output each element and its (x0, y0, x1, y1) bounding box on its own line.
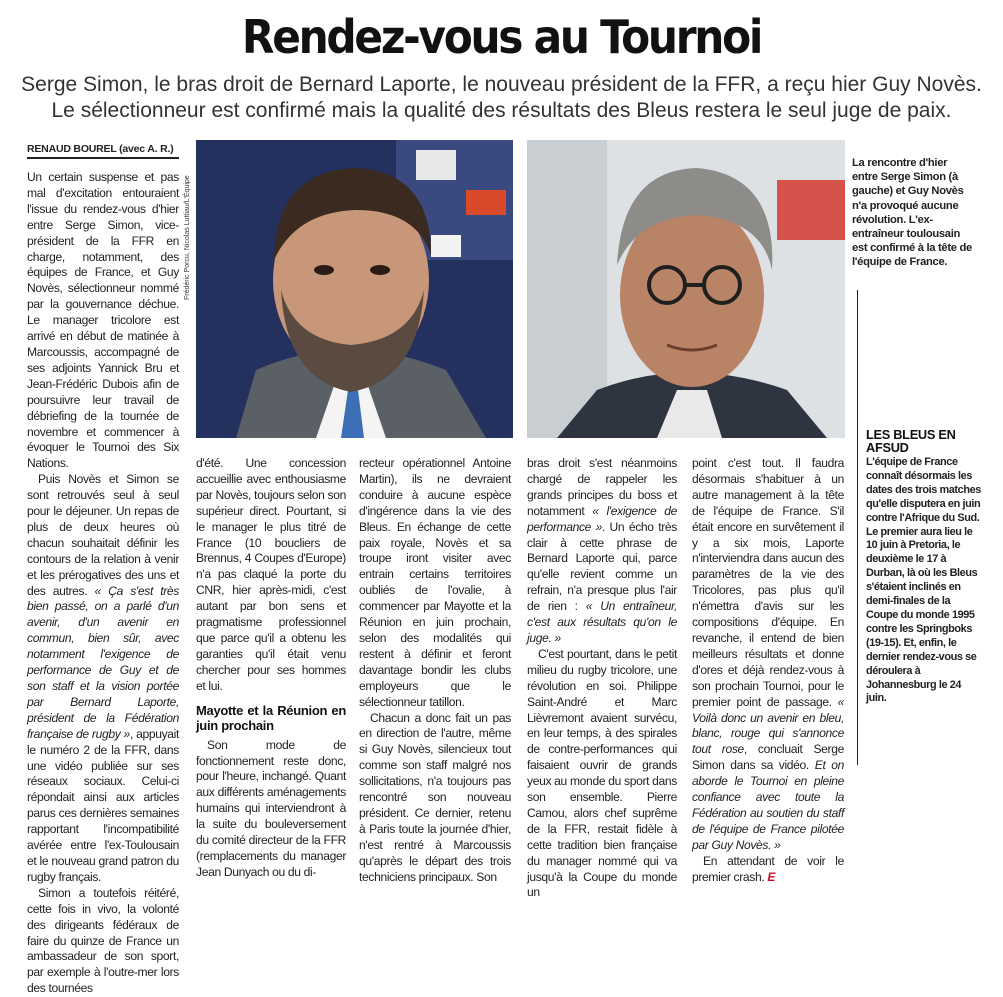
column-5 (692, 456, 844, 885)
col3-paragraph-2: Chacun a donc fait un pas en direction de l'autre, même si Guy Novès, silencieux tout comme son staff malgré nos sollicitations, n'a toujours pas rencontré son nouveau président. Ce dernier, retenu à Paris toute la journée d'hier, n'est rentré à Marcoussis qu'après le départ des trois techniciens principaux. Son (359, 710, 511, 884)
col4-p1-quote-2: « Un entraîneur, c'est aux résultats qu'on le juge. » (527, 599, 677, 645)
sidebar-title: LES BLEUS EN AFSUD (866, 427, 956, 455)
section-subhead: Mayotte et la Réunion en juin prochain (196, 702, 346, 733)
serge-simon-portrait-icon (196, 140, 513, 438)
col1-paragraph-1: Un certain suspense et pas mal d'excitation entouraient l'issue du rendez-vous d'hier entre Serge Simon, vice-président de la FFR en charge, notamment, des équipes de France, et Guy Novès, sélectionneur nommé par la gouvernance déchue. Le manager tricolore est arrivé en début de matinée à Marcoussis, accompagné de ses adjoints Yannick Bru et Jean-Frédéric Dubois afin de poursuivre leur travail de débriefing de la tournée de novembre et commencer à évoquer le Tournoi des Six Nations. (27, 170, 179, 471)
col3-paragraph-1: recteur opérationnel Antoine Martin), ils ne devraient conduire à aucune espèce d'ingérence dans la vie des Bleus. En échange de cette paix royale, Novès et sa troupe iront visiter avec entrain certains territoires oubliés de l'ovalie, à commencer par Mayotte et la Réunion en juin prochain, selon des modalités qui restent à définir et feront davantage bondir les clubs employeurs que le sélectionneur tatillon. (359, 456, 511, 709)
chapo: Serge Simon, le bras droit de Bernard Laporte, le nouveau président de la FFR, a reçu hier Guy Novès. Le sélectionneur est confirmé mais la qualité des résultats des Bleus restera le seul juge de paix. (21, 73, 982, 122)
col1-p2-text-end: , appuyait le numéro 2 de la FFR, dans une vidéo publiée sur ses réseaux sociaux. Celui-ci répondait ainsi aux articles parus ces dernières semaines rapportant l'incompatibilité avérée entre l'ex-Toulousain et le nouveau grand patron du rugby français. (27, 726, 179, 884)
column-4 (527, 456, 677, 901)
col5-p1-text: point c'est tout. Il faudra désormais s'habituer à un autre management à la tête de l'équipe de France. S'il était encore en survêtement il y a six mois, Laporte n'interviendra dans aucun des paramètres de la vie des Tricolores, pas plus qu'il n'émettra d'avis sur les compositions d'équipe. En revanche, il entend de bien meilleurs résultats et donne d'ores et déjà rendez-vous à son prochain Tournoi, pour le premier point de passage. (692, 456, 844, 709)
col1-p2-quote: « Ça s'est très bien passé, on a parlé d'un avenir, d'un avenir en commun, bien sûr, avec notamment l'exigence de performance de Guy et de son staff et la vision portée par Bernard Laporte, président de la Fédération française de rugby » (27, 583, 179, 741)
headline: Rendez-vous au Tournoi (241, 10, 762, 64)
col1-p2-text: Puis Novès et Simon se sont retrouvés seul à seul pour le déjeuner. Un repas de plus de deux heures où chacun souhaitait définir les contours de la relation à venir et les prérogatives des uns et des autres. (27, 472, 179, 598)
col2-paragraph-1: d'été. Une concession accueillie avec enthousiasme par Novès, toujours selon son supérieur direct. Pourtant, si le manager le plus titré de France (10 boucliers de Brennus, 4 Coupes d'Europe) n'a pas claqué la porte du CNR, hier après-midi, c'est autant par bon sens et pragmatisme professionnel que parce qu'il a obtenu les garanties qu'il était venu chercher pour ses hommes et lui. (196, 456, 346, 693)
col5-p1-quote-2: Et on aborde le Tournoi en pleine confiance avec toute la Fédération au soutien du staff de l'équipe de France pilotée par Guy Novès. » (692, 758, 844, 852)
col4-paragraph-1 (527, 456, 677, 647)
guy-noves-portrait-icon (527, 140, 845, 438)
col5-p2-text: En attendant de voir le premier crash. (692, 853, 844, 884)
col4-p1-text-mid: . Un écho très clair à cette phrase de Bernard Laporte qui, parce qu'elle revient comme un refrain, n'a presque plus l'air de rien : (527, 519, 677, 614)
col1-paragraph-3: Simon a toutefois réitéré, cette fois in vivo, la volonté des dirigeants fédéraux de faire du quinze de France un ambassadeur de son sport, par exemple à l'outre-mer lors des tournées (27, 885, 179, 996)
sidebar-text: L'équipe de France connaît désormais les dates des trois matches qu'elle disputera en juin contre l'Afrique du Sud. Le premier aura lieu le 10 juin à Pretoria, le deuxième le 17 à Durban, là où les Bleus s'étaient inclinés en demi-finales de la Coupe du monde 1995 contre les Springboks (19-15). Et, enfin, le dernier rendez-vous se déroulera à Johannesburg le 24 juin. (866, 456, 981, 705)
col5-paragraph-1 (692, 456, 844, 854)
sidebar-divider (857, 290, 858, 765)
col1-paragraph-2 (27, 472, 179, 886)
col4-p1-text: bras droit s'est néanmoins chargé de rappeler les grands principes du boss et notamment (527, 456, 677, 518)
photo-serge-simon (196, 140, 513, 438)
column-1 (27, 170, 179, 997)
col5-p1-text-mid: , concluait Serge Simon dans sa vidéo. (692, 742, 844, 773)
photo-caption: La rencontre d'hier entre Serge Simon (à gauche) et Guy Novès n'a provoqué aucune révolution. L'ex-entraîneur toulousain est confirmé à la tête de l'équipe de France. (852, 157, 972, 269)
byline: RENAUD BOUREL (avec A. R.) (27, 143, 179, 159)
photo-guy-noves (527, 140, 845, 438)
signoff-logo: E (767, 869, 776, 884)
column-2 (196, 456, 346, 881)
col5-paragraph-2 (692, 854, 844, 886)
col4-paragraph-2: C'est pourtant, dans le petit milieu du rugby tricolore, une révolution en soi. Philippe Saint-André et Marc Lièvremont avaient survécu, en leur temps, à des spirales de contre-performances qui faisaient ouvrir de grands yeux au monde du sport dans son ensemble. Pierre Camou, alors chef suprême de la FFR, restait fidèle à cette tradition bien française du manager nommé qui va jusqu'à la Coupe du monde un (527, 646, 677, 900)
col4-p1-quote: « l'exigence de performance » (527, 503, 677, 534)
col5-p1-quote: « Voilà donc un avenir en bleu, blanc, rouge qui s'annonce tout rose (692, 694, 844, 757)
column-3 (359, 456, 511, 885)
col2-paragraph-2: Son mode de fonctionnement reste donc, pour l'heure, inchangé. Quant aux différents aménagements humains qui interviendront à la suite du bouleversement du comité directeur de la FFR (remplacements du manager Jean Dunyach ou du di- (196, 737, 346, 879)
photo-credit: Frédéric Porcu, Nicolas Luttiau/L'Équipe (184, 175, 191, 300)
